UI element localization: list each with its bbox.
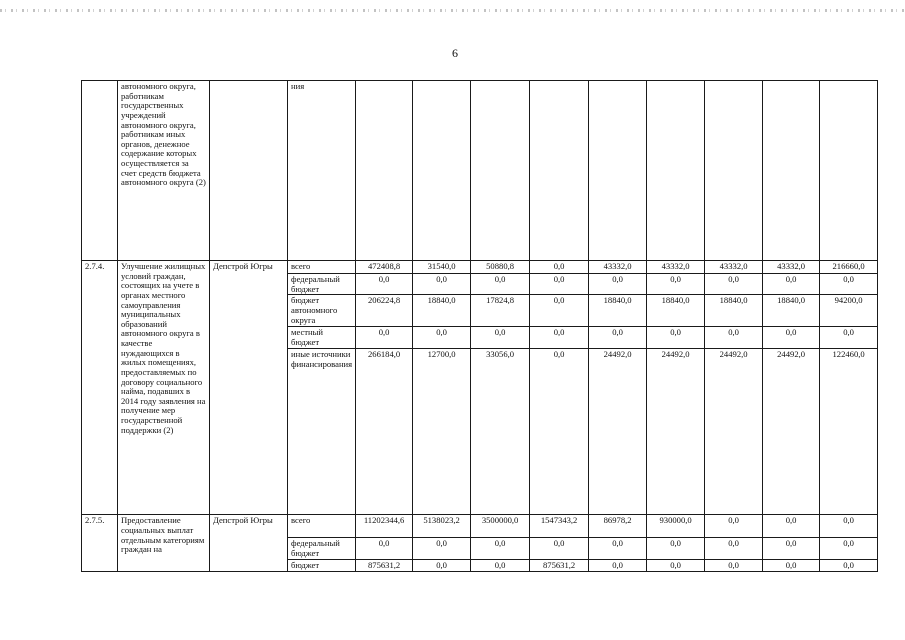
- value-cell: 266184,0: [356, 349, 413, 515]
- value-cell: 43332,0: [705, 261, 763, 274]
- value-cell: 18840,0: [647, 295, 705, 327]
- value-cell: 18840,0: [413, 295, 471, 327]
- source-cell: всего: [288, 515, 356, 538]
- value-cell: 0,0: [530, 261, 589, 274]
- value-cell: 0,0: [705, 538, 763, 560]
- value-cell: 43332,0: [589, 261, 647, 274]
- value-cell: 0,0: [820, 538, 878, 560]
- value-cell: [356, 81, 413, 261]
- name-cell: Предоставление социальных выплат отдельным категориям граждан на: [118, 515, 210, 572]
- value-cell: 0,0: [705, 515, 763, 538]
- value-cell: 24492,0: [589, 349, 647, 515]
- value-cell: 0,0: [820, 274, 878, 295]
- value-cell: 1547343,2: [530, 515, 589, 538]
- value-cell: [530, 81, 589, 261]
- value-cell: 0,0: [471, 560, 530, 572]
- budget-table: [81, 80, 878, 572]
- value-cell: [471, 81, 530, 261]
- value-cell: 0,0: [530, 327, 589, 349]
- value-cell: 33056,0: [471, 349, 530, 515]
- value-cell: [705, 81, 763, 261]
- value-cell: 0,0: [763, 560, 820, 572]
- value-cell: 0,0: [530, 349, 589, 515]
- value-cell: 0,0: [589, 274, 647, 295]
- value-cell: 0,0: [471, 538, 530, 560]
- executor-cell: [210, 81, 288, 261]
- value-cell: [763, 81, 820, 261]
- value-cell: 12700,0: [413, 349, 471, 515]
- value-cell: 0,0: [647, 274, 705, 295]
- name-cell: Улучшение жилищных условий граждан, состоящих на учете в органах местного самоуправления муниципальных образований автономного округа в качестве нуждающихся в жилых помещениях, предоставляемых по договору социального найма, подавших в 2014 году заявления на получение мер государственной поддержки (2): [118, 261, 210, 515]
- code-cell: [82, 81, 118, 261]
- value-cell: 0,0: [705, 274, 763, 295]
- value-cell: 0,0: [820, 515, 878, 538]
- value-cell: 0,0: [820, 327, 878, 349]
- value-cell: 472408,8: [356, 261, 413, 274]
- value-cell: 0,0: [356, 327, 413, 349]
- value-cell: 206224,8: [356, 295, 413, 327]
- value-cell: 0,0: [356, 274, 413, 295]
- value-cell: 0,0: [589, 560, 647, 572]
- value-cell: 0,0: [705, 327, 763, 349]
- value-cell: 0,0: [413, 274, 471, 295]
- value-cell: 0,0: [530, 274, 589, 295]
- value-cell: 11202344,6: [356, 515, 413, 538]
- value-cell: 930000,0: [647, 515, 705, 538]
- value-cell: 0,0: [820, 560, 878, 572]
- value-cell: 0,0: [356, 538, 413, 560]
- value-cell: 24492,0: [647, 349, 705, 515]
- value-cell: 43332,0: [763, 261, 820, 274]
- value-cell: 50880,8: [471, 261, 530, 274]
- value-cell: [413, 81, 471, 261]
- value-cell: 24492,0: [705, 349, 763, 515]
- value-cell: 0,0: [647, 327, 705, 349]
- scan-artifact-line: [0, 9, 905, 12]
- value-cell: 43332,0: [647, 261, 705, 274]
- value-cell: 31540,0: [413, 261, 471, 274]
- value-cell: 0,0: [413, 538, 471, 560]
- table-row: [82, 515, 878, 538]
- code-cell: 2.7.5.: [82, 515, 118, 572]
- value-cell: 122460,0: [820, 349, 878, 515]
- value-cell: 94200,0: [820, 295, 878, 327]
- value-cell: 0,0: [647, 538, 705, 560]
- value-cell: 0,0: [763, 538, 820, 560]
- value-cell: 0,0: [471, 274, 530, 295]
- value-cell: 0,0: [471, 327, 530, 349]
- value-cell: 5138023,2: [413, 515, 471, 538]
- value-cell: 17824,8: [471, 295, 530, 327]
- value-cell: 0,0: [589, 538, 647, 560]
- value-cell: 0,0: [647, 560, 705, 572]
- value-cell: [820, 81, 878, 261]
- value-cell: 0,0: [763, 327, 820, 349]
- code-cell: 2.7.4.: [82, 261, 118, 515]
- value-cell: 875631,2: [356, 560, 413, 572]
- value-cell: 875631,2: [530, 560, 589, 572]
- value-cell: [589, 81, 647, 261]
- source-cell: ния: [288, 81, 356, 261]
- source-cell: всего: [288, 261, 356, 274]
- value-cell: 0,0: [413, 560, 471, 572]
- table-row: [82, 81, 878, 261]
- value-cell: 0,0: [589, 327, 647, 349]
- value-cell: 3500000,0: [471, 515, 530, 538]
- executor-cell: Депстрой Югры: [210, 515, 288, 572]
- source-cell: бюджет: [288, 560, 356, 572]
- value-cell: 18840,0: [763, 295, 820, 327]
- value-cell: 0,0: [530, 295, 589, 327]
- table-row: [82, 261, 878, 274]
- name-cell: автономного округа, работникам государственных учреждений автономного округа, работникам иных органов, денежное содержание которых осуществляется за счет средств бюджета автономного округа (2): [118, 81, 210, 261]
- value-cell: 86978,2: [589, 515, 647, 538]
- source-cell: федеральный бюджет: [288, 538, 356, 560]
- value-cell: 24492,0: [763, 349, 820, 515]
- value-cell: 0,0: [763, 274, 820, 295]
- value-cell: [647, 81, 705, 261]
- value-cell: 0,0: [413, 327, 471, 349]
- value-cell: 18840,0: [705, 295, 763, 327]
- source-cell: местный бюджет: [288, 327, 356, 349]
- executor-cell: Депстрой Югры: [210, 261, 288, 515]
- page-number: 6: [452, 46, 458, 60]
- value-cell: 18840,0: [589, 295, 647, 327]
- source-cell: иные источники финансирования: [288, 349, 356, 515]
- source-cell: федеральный бюджет: [288, 274, 356, 295]
- value-cell: 0,0: [763, 515, 820, 538]
- source-cell: бюджет автономного округа: [288, 295, 356, 327]
- value-cell: 0,0: [530, 538, 589, 560]
- value-cell: 216660,0: [820, 261, 878, 274]
- value-cell: 0,0: [705, 560, 763, 572]
